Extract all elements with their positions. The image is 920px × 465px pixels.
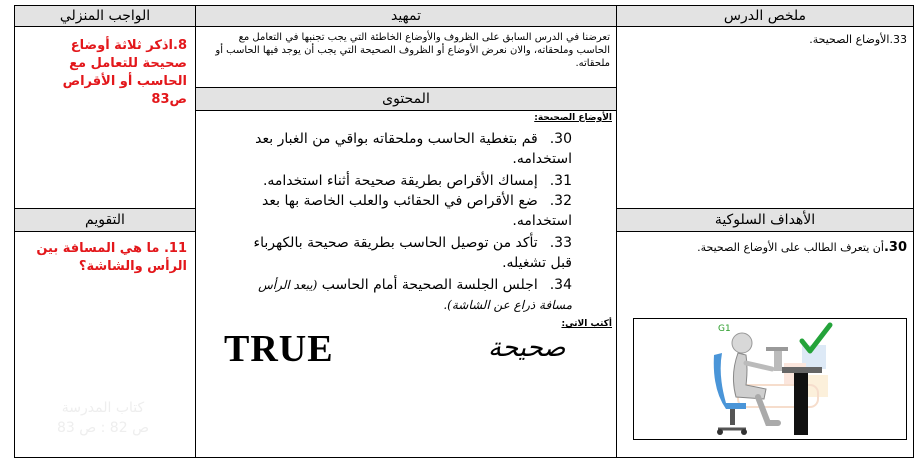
objectives-header: [616, 208, 914, 232]
objectives-text: [627, 240, 907, 255]
list-item-number: 33.: [549, 235, 572, 251]
content-header: [195, 87, 617, 111]
list-item-text: اجلس الجلسة الصحيحة أمام الحاسب: [321, 277, 538, 293]
summary-text: 33.الأوضاع الصحيحة.: [809, 33, 907, 46]
list-item: [242, 233, 572, 273]
list-item: [242, 129, 572, 169]
list-item-text: تأكد من توصيل الحاسب بطريقة صحيحة بالكهرباء قبل تشغيله.: [253, 235, 572, 271]
evaluation-header: [14, 208, 196, 232]
evaluation-text: 11. ما هي المسافة بين الرأس والشاشة؟: [36, 241, 187, 274]
objective-number: 30.: [883, 240, 907, 255]
list-item-number: 32.: [549, 193, 572, 209]
intro-text: تعرضنا في الدرس السابق على الظروف والأوضاع الخاطئة التي يجب تجنبها في التعامل مع الحاسب وملحقاته، والان نعرض الأوضاع أو الظروف الصحيحة التي يجب أن يوجد فيها الحاسب أو ملحقاته.: [215, 32, 610, 69]
list-item-number: 30.: [549, 131, 572, 147]
summary-header: [616, 5, 914, 27]
objectives-cell: [616, 231, 914, 458]
list-item-note: (يبعد الرأس مسافة ذراع عن الشاشة).: [258, 278, 572, 312]
objectives-header-label: الأهداف السلوكية: [714, 212, 816, 228]
arabic-word: صحيحة: [488, 333, 566, 363]
badge-text: G1: [718, 324, 731, 334]
list-item-text: قم بتغطية الحاسب وملحقاته بواقي من الغبار بعد استخدامه.: [255, 131, 572, 167]
objective-label: أن يتعرف الطالب على الأوضاع الصحيحة.: [697, 241, 884, 254]
homework-header: [14, 5, 196, 27]
content-cell: [195, 110, 617, 458]
list-item: [242, 191, 572, 231]
book-reference: [33, 398, 173, 438]
book-reference-line1: كتاب المدرسة: [61, 400, 145, 416]
list-item-text: إمساك الأقراص بطريقة صحيحة أثناء استخدامه.: [262, 173, 538, 189]
true-word: TRUE: [224, 328, 334, 370]
book-reference-line2: ص 82 : ص 83: [56, 420, 150, 436]
homework-cell: [14, 26, 196, 209]
homework-header-label: الواجب المنزلي: [59, 8, 151, 24]
list-item-number: 34.: [549, 277, 572, 293]
summary-header-label: ملخص الدرس: [723, 8, 807, 24]
illustration-frame: [633, 318, 907, 440]
homework-text: 8.اذكر ثلاثة أوضاع صحيحة للتعامل مع الحاسب أو الأقراص ص83: [62, 38, 187, 107]
list-item-number: 31.: [549, 173, 572, 189]
content-heading: الأوضاع الصحيحة:: [534, 113, 612, 123]
computer-posture-illustration: [634, 319, 906, 439]
intro-header: [195, 5, 617, 27]
list-item: [242, 171, 572, 191]
intro-header-label: تمهيد: [390, 8, 422, 24]
list-item: [242, 275, 572, 315]
list-item-text: ضع الأقراص في الحقائب والعلب الخاصة بها بعد استخدامه.: [262, 193, 572, 229]
summary-cell: [616, 26, 914, 209]
person-icon: [732, 333, 778, 423]
content-header-label: المحتوى: [382, 91, 430, 107]
evaluation-header-label: التقويم: [85, 212, 125, 228]
write-label: أكتب الاتي:: [561, 319, 612, 329]
evaluation-cell: [14, 231, 196, 458]
intro-cell: [195, 26, 617, 88]
